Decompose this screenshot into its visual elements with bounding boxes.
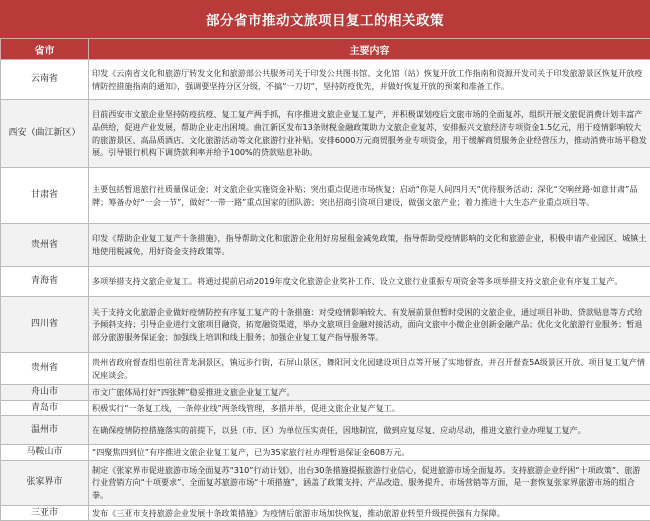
table-row bbox=[1, 60, 650, 100]
region-cell: 甘肃省 bbox=[1, 168, 89, 224]
table-row bbox=[1, 297, 650, 353]
table-row bbox=[1, 168, 650, 224]
content-cell: 关于支持文化旅游企业做好疫情防控有序复工复产的十条措施：对受疫情影响较大、有发展前景但暂时受困的文旅企业，通过项目补助、贷款贴息等方式给予倾斜支持；引导企业进行文旅项目融资，拓宽融资渠道，举办文旅项目金融对接活动，面向文旅中小微企业创新金融产品；优化文化旅游行业服务；暂退部分旅游服务保证金；加强线上培训和线上服务；加强企业复工复产指导服务等。 bbox=[89, 297, 650, 353]
region-cell: 马鞍山市 bbox=[1, 445, 89, 461]
table-row bbox=[1, 400, 650, 416]
region-cell: 贵州省 bbox=[1, 224, 89, 267]
table-row bbox=[1, 416, 650, 445]
content-cell: 发布《三亚市支持旅游企业发展十条政策措施》为疫情后旅游市场加快恢复，推动旅游业转型升级提供强有力保障。 bbox=[89, 505, 650, 521]
table-row bbox=[1, 353, 650, 385]
region-cell: 贵州省 bbox=[1, 353, 89, 385]
column-header-region: 省市 bbox=[1, 39, 89, 60]
content-cell: 市文广旅体局打好“四张牌”稳妥推进文旅企业复工复产。 bbox=[89, 385, 650, 401]
content-cell: 印发《云南省文化和旅游厅转发文化和旅游部公共服务司关于印发公共图书馆、文化馆（站）恢复开放工作指南和资源开发司关于印发旅游景区恢复开放疫情防控措施指南的通知》，强调要坚持分区分级，不搞“一刀切”，坚持防疫优先，并做好恢复开放的预案和准备工作。 bbox=[89, 60, 650, 100]
region-cell: 舟山市 bbox=[1, 385, 89, 401]
region-cell: 青岛市 bbox=[1, 400, 89, 416]
content-cell: 印发《帮助企业复工复产十条措施》，指导帮助文化和旅游企业用好房屋租金减免政策，指导帮助受疫情影响的文化和旅游企业，积极申请产业园区、城镇土地使用税减免，用好资金支持政策等。 bbox=[89, 224, 650, 267]
region-cell: 温州市 bbox=[1, 416, 89, 445]
table-row bbox=[1, 385, 650, 401]
table-row bbox=[1, 445, 650, 461]
column-header-content: 主要内容 bbox=[89, 39, 650, 60]
region-cell: 四川省 bbox=[1, 297, 89, 353]
content-cell: 目前西安市文旅企业坚持防疫抗疫、复工复产两手抓，有序推进文旅企业复工复产，并积极谋划疫后文旅市场的全面复苏，组织开展文旅促消费计划丰富产品供给，促进产业发展，帮助企业走出困境。曲江新区发布13条财税金融政策助力文旅企业复苏，安排振兴文旅经济专项资金1.5亿元，用于疫情影响较大的旅游景区、高品质酒店、文化旅游活动等文化旅游行业补贴。安排6000万元商贸服务业专项资金，用于缓解商贸服务企业经营压力，推动消费市场平稳发展。引导银行机构下调贷款利率并给予100%的贷款贴息补助。 bbox=[89, 100, 650, 168]
page-title: 部分省市推动文旅项目复工的相关政策 bbox=[0, 0, 650, 38]
table-row bbox=[1, 224, 650, 267]
content-cell: 多项举措支持文旅企业复工。将通过提前启动2019年度文化旅游企业奖补工作、设立文旅行业重振专项资金等多项举措支持文旅企业有序复工复产。 bbox=[89, 267, 650, 297]
region-cell: 张家界市 bbox=[1, 460, 89, 505]
policy-table bbox=[0, 38, 650, 521]
region-cell: 青海省 bbox=[1, 267, 89, 297]
content-cell: 贵州省政府督查组也前往青龙洞景区，镇远步行街，石屏山景区，舞阳河文化园建设项目点等开展了实地督查，并召开督查5A级景区开放、项目复工复产情况座谈会。 bbox=[89, 353, 650, 385]
table-row bbox=[1, 267, 650, 297]
content-cell: 在确保疫情防控措施落实的前提下，以县（市、区）为单位压实责任，因地制宜，做到应复尽复、应动尽动，推进文旅行业办理复工复产。 bbox=[89, 416, 650, 445]
content-cell: “四聚焦四到位”有序推进文旅企业复工复产，已为35家旅行社办理暂退保证金608万元。 bbox=[89, 445, 650, 461]
region-cell: 三亚市 bbox=[1, 505, 89, 521]
table-row bbox=[1, 100, 650, 168]
table-header-row bbox=[1, 39, 650, 60]
region-cell: 云南省 bbox=[1, 60, 89, 100]
table-row bbox=[1, 505, 650, 521]
content-cell: 制定《张家界市促进旅游市场全面复苏“310”行动计划》，出台30条措施提振旅游行业信心，促进旅游市场全面复苏。支持旅游企业纾困“十项政策”、旅游行业营销方向“十项要求”、全面复苏旅游市场“十项措施”，涵盖了政策支持、产品改造、服务提升、市场营销等方面，是一套恢复张家界旅游市场的组合拳。 bbox=[89, 460, 650, 505]
content-cell: 积极实行“一条复工线，一条停业线”两条线管理，多措并举，促进文旅企业复产复工。 bbox=[89, 400, 650, 416]
content-cell: 主要包括暂退旅行社质量保证金；对文旅企业实施资金补贴；突出重点促进市场恢复；启动“你是人间四月天”优待服务活动；深化“交响丝路·如意甘肃”品牌；筹备办好“一会一节”，做好“一带一路”重点国家的团队游；突出招商引资项目建设，做强文旅产业；着力推进十大生态产业重点项目等。 bbox=[89, 168, 650, 224]
table-row bbox=[1, 460, 650, 505]
region-cell: 西安（曲江新区） bbox=[1, 100, 89, 168]
